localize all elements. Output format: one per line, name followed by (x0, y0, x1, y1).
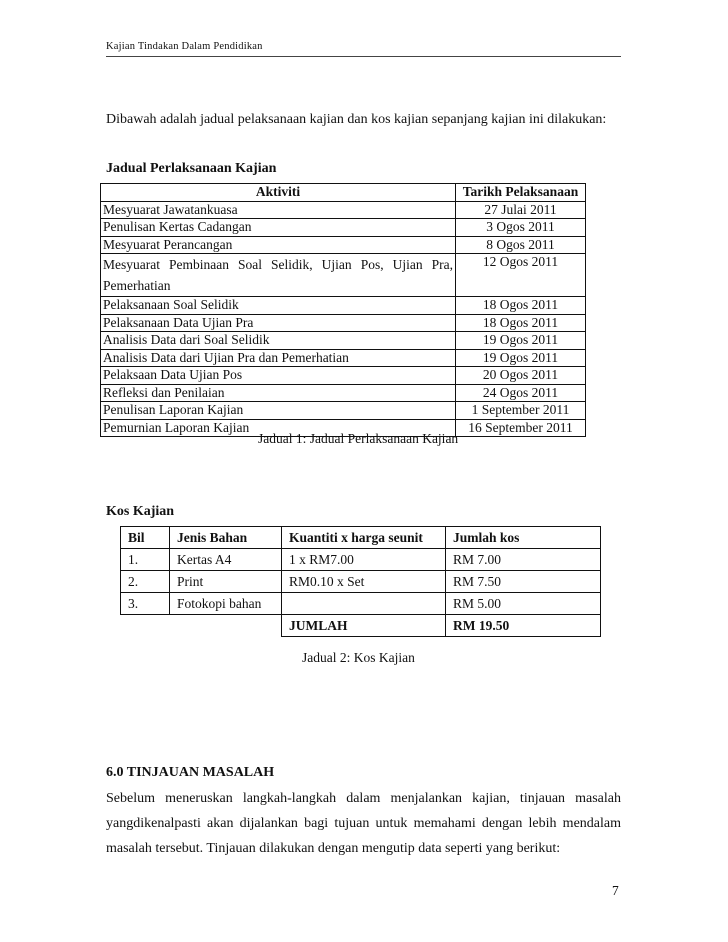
qty-cell (282, 593, 446, 615)
item-cell: Kertas A4 (170, 549, 282, 571)
cost-heading: Kos Kajian (106, 504, 175, 519)
total-cell: RM 7.00 (446, 549, 601, 571)
item-cell: Fotokopi bahan (170, 593, 282, 615)
activity-cell: Mesyuarat Jawatankuasa (101, 201, 456, 219)
item-cell: Print (170, 571, 282, 593)
column-header-activity: Aktiviti (101, 184, 456, 202)
activity-cell: Penulisan Kertas Cadangan (101, 219, 456, 237)
activity-cell: Refleksi dan Penilaian (101, 384, 456, 402)
cost-caption: Jadual 2: Kos Kajian (302, 650, 415, 665)
date-cell: 18 Ogos 2011 (456, 314, 586, 332)
empty-cell (170, 615, 282, 637)
activity-cell: Penulisan Laporan Kajian (101, 402, 456, 420)
table-row (101, 236, 586, 254)
date-cell: 19 Ogos 2011 (456, 332, 586, 350)
date-cell: 3 Ogos 2011 (456, 219, 586, 237)
table-row (101, 384, 586, 402)
activity-cell: Mesyuarat Pembinaan Soal Selidik, Ujian Pos, Ujian Pra, Pemerhatian (101, 254, 456, 297)
schedule-caption: Jadual 1: Jadual Perlaksanaan Kajian (258, 431, 459, 446)
total-cell: RM 5.00 (446, 593, 601, 615)
date-cell: 8 Ogos 2011 (456, 236, 586, 254)
column-header-date: Tarikh Pelaksanaan (456, 184, 586, 202)
no-cell: 2. (121, 571, 170, 593)
date-cell: 27 Julai 2011 (456, 201, 586, 219)
date-cell: 1 September 2011 (456, 402, 586, 420)
column-header-item: Jenis Bahan (170, 527, 282, 549)
column-header-total: Jumlah kos (446, 527, 601, 549)
table-row (101, 349, 586, 367)
cost-total-row (121, 615, 601, 637)
table-row (121, 549, 601, 571)
page-number: 7 (612, 883, 619, 898)
section-heading: 6.0 TINJAUAN MASALAH (106, 765, 275, 780)
running-header: Kajian Tindakan Dalam Pendidikan (106, 41, 263, 52)
date-cell: 24 Ogos 2011 (456, 384, 586, 402)
cost-header-row (121, 527, 601, 549)
intro-text: Dibawah adalah jadual pelaksanaan kajian dan kos kajian sepanjang kajian ini dilakukan: (106, 112, 607, 127)
date-cell: 12 Ogos 2011 (456, 254, 586, 297)
total-label: JUMLAH (282, 615, 446, 637)
date-cell: 18 Ogos 2011 (456, 297, 586, 315)
table-row (101, 297, 586, 315)
paragraph-line: masalah tersebut. Tinjauan dilakukan dengan mengutip data seperti yang berikut: (106, 841, 561, 856)
activity-cell: Mesyuarat Perancangan (101, 236, 456, 254)
date-cell: 16 September 2011 (456, 419, 586, 437)
table-row (101, 402, 586, 420)
no-cell: 3. (121, 593, 170, 615)
date-cell: 20 Ogos 2011 (456, 367, 586, 385)
schedule-heading: Jadual Perlaksanaan Kajian (106, 161, 277, 176)
schedule-header-row (101, 184, 586, 202)
activity-cell: Analisis Data dari Soal Selidik (101, 332, 456, 350)
empty-cell (121, 615, 170, 637)
table-row (101, 201, 586, 219)
header-rule (106, 56, 621, 57)
qty-cell: RM0.10 x Set (282, 571, 446, 593)
total-cell: RM 7.50 (446, 571, 601, 593)
paragraph-line: Sebelum meneruskan langkah-langkah dalam menjalankan kajian, tinjauan masalah (106, 791, 621, 806)
schedule-table (100, 183, 586, 437)
no-cell: 1. (121, 549, 170, 571)
table-row (121, 593, 601, 615)
total-value: RM 19.50 (446, 615, 601, 637)
column-header-no: Bil (121, 527, 170, 549)
table-row (121, 571, 601, 593)
activity-cell: Pemurnian Laporan Kajian (101, 419, 456, 437)
column-header-qty: Kuantiti x harga seunit (282, 527, 446, 549)
qty-cell: 1 x RM7.00 (282, 549, 446, 571)
date-cell: 19 Ogos 2011 (456, 349, 586, 367)
table-row (101, 332, 586, 350)
activity-cell: Pelaksanaan Soal Selidik (101, 297, 456, 315)
table-row (101, 254, 586, 297)
activity-cell: Pelaksanaan Data Ujian Pra (101, 314, 456, 332)
table-row (101, 314, 586, 332)
cost-table (120, 526, 601, 637)
activity-cell: Analisis Data dari Ujian Pra dan Pemerhatian (101, 349, 456, 367)
table-row (101, 219, 586, 237)
table-row (101, 367, 586, 385)
section-paragraph (106, 786, 621, 861)
paragraph-line: yangdikenalpasti akan dijalankan bagi tujuan untuk memahami dengan lebih mendalam (106, 816, 621, 831)
activity-cell: Pelaksaan Data Ujian Pos (101, 367, 456, 385)
